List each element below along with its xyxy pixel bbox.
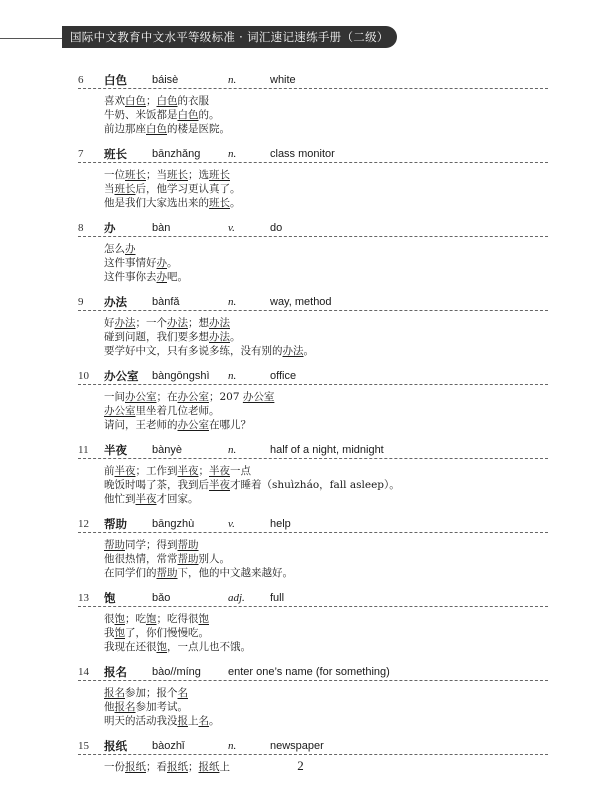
highlighted-word: 白色 [146,123,167,135]
highlighted-word: 办法 [282,345,304,357]
example-text: ；选 [188,169,209,181]
example-sentence [104,478,548,492]
highlighted-word: 办 [125,243,136,255]
part-of-speech: n. [228,444,237,456]
highlighted-word: 班长 [209,169,230,181]
example-sentence [104,552,548,566]
highlighted-word: 帮助 [104,539,125,551]
entry-number: 9 [78,296,84,308]
entry-headline [78,590,548,607]
example-text: 后，他学习更认真了。 [135,183,241,195]
part-of-speech: n. [228,148,237,160]
example-text: 了，你们慢慢吃。 [125,627,209,639]
entry-number: 8 [78,222,84,234]
highlighted-word: 饱 [114,613,125,625]
example-sentence [104,714,548,728]
example-text: 当 [104,183,115,195]
english-meaning: office [270,370,297,382]
highlighted-word: 报 [177,715,188,727]
example-text: 我现在还很 [104,641,157,653]
example-text: ，一点儿也不饿。 [167,641,251,653]
example-sentence [104,330,548,344]
english-meaning: half of a night, midnight [270,444,384,456]
pinyin: bāngzhù [152,518,195,530]
example-text: 。 [230,331,241,343]
english-meaning: help [270,518,291,530]
vocab-entry [78,294,548,358]
example-list [78,316,548,358]
vocab-entry [78,368,548,432]
example-text: 。 [303,345,314,357]
pinyin: báisè [152,74,179,86]
highlighted-word: 帮助 [177,553,199,565]
english-meaning: enter one’s name (for something) [228,666,390,678]
highlighted-word: 办法 [209,317,230,329]
example-sentence [104,242,548,256]
example-sentence [104,612,548,626]
entry-headline [78,738,548,755]
example-text: 别人。 [198,553,230,565]
entry-headline [78,516,548,533]
example-sentence [104,122,548,136]
example-text: 。 [209,715,220,727]
part-of-speech: v. [228,518,235,530]
pinyin: bànfǎ [152,296,180,308]
example-text: 要学好中文，只有多说多练，没有别的 [104,345,283,357]
example-text: 怎么 [104,243,125,255]
pinyin: bānzhǎng [152,148,201,160]
vocab-entry [78,72,548,136]
highlighted-word: 办 [156,257,167,269]
highlighted-word: 办公室 [104,405,136,417]
highlighted-word: 办公室 [177,419,209,431]
page-number: 2 [297,758,304,773]
highlighted-word: 办法 [167,317,188,329]
example-text: 好 [104,317,115,329]
entry-number: 15 [78,740,89,752]
headword: 帮助 [104,517,127,531]
highlighted-word: 半夜 [114,465,136,477]
example-text: ；一个 [135,317,167,329]
example-text: ； [146,95,157,107]
example-text: 才回家。 [156,493,199,505]
example-text: ； [188,761,199,773]
english-meaning: white [270,74,296,86]
highlighted-word: 白色 [177,109,199,121]
example-text: 请问，王老师的 [104,419,178,431]
highlighted-word: 报纸 [167,761,188,773]
entry-headline [78,72,548,89]
example-list [78,538,548,580]
highlighted-word: 办法 [209,331,230,343]
entry-number: 6 [78,74,84,86]
example-text: ； [198,465,209,477]
highlighted-word: 班长 [125,169,146,181]
example-list [78,168,548,210]
example-sentence [104,566,548,580]
example-sentence [104,316,548,330]
example-list [78,94,548,136]
highlighted-word: 名 [177,687,188,699]
headword: 饱 [104,591,116,605]
example-text: 一份 [104,761,125,773]
highlighted-word: 饱 [156,641,167,653]
example-text: 上 [188,715,199,727]
headword: 办公室 [104,369,139,383]
headword: 白色 [104,73,127,87]
highlighted-word: 饱 [146,613,157,625]
headword: 报名 [104,665,127,679]
pinyin: bàn [152,222,171,234]
example-text: 。 [167,257,178,269]
entry-headline [78,368,548,385]
english-meaning: way, method [270,296,332,308]
vocab-entry [78,664,548,728]
highlighted-word: 半夜 [209,479,230,491]
pinyin: bào//míng [152,666,201,678]
headword: 办法 [104,295,127,309]
example-text: 我 [104,627,115,639]
headword: 办 [104,221,116,235]
example-text: 同学；得到 [125,539,178,551]
highlighted-word: 办 [156,271,167,283]
highlighted-word: 报纸 [198,761,220,773]
example-sentence [104,256,548,270]
example-text: ；吃 [125,613,146,625]
part-of-speech: n. [228,370,237,382]
pinyin: bàozhǐ [152,740,185,752]
example-sentence [104,686,548,700]
example-sentence [104,196,548,210]
part-of-speech: adj. [228,592,245,604]
example-text: ；工作到 [135,465,178,477]
entry-headline [78,294,548,311]
example-sentence [104,464,548,478]
entry-headline [78,442,548,459]
example-sentence [104,270,548,284]
highlighted-word: 班长 [167,169,188,181]
example-text: 这件事情好 [104,257,157,269]
running-header: 国际中文教育中文水平等级标准 · 词汇速记速练手册（二级） [62,26,397,48]
highlighted-word: 办公室 [242,391,275,403]
entry-number: 11 [78,444,89,456]
highlighted-word: 报名 [114,701,136,713]
entry-number: 14 [78,666,89,678]
example-text: 他忙到 [104,493,136,505]
english-meaning: newspaper [270,740,324,752]
example-text: 下，他的中文越来越好。 [177,567,293,579]
example-text: 参加考试。 [135,701,188,713]
example-list [78,464,548,506]
example-text: 里坐着几位老师。 [135,405,220,417]
entry-number: 10 [78,370,89,382]
example-text: 喜欢 [104,95,125,107]
highlighted-word: 名 [198,715,209,727]
example-text: ；在 [156,391,178,403]
entry-number: 7 [78,148,84,160]
example-text: 他很热情，常常 [104,553,178,565]
example-text: 才睡着（shuìzháo，fall asleep）。 [230,479,400,491]
example-list [78,390,548,432]
part-of-speech: n. [228,74,237,86]
example-text: 碰到问题，我们要多想 [104,331,209,343]
example-text: 在同学们的 [104,567,157,579]
pinyin: bànyè [152,444,182,456]
example-text: ；看 [146,761,167,773]
example-text: 他是我们大家选出来的 [104,197,209,209]
example-text: 晚饭时喝了茶，我到后 [104,479,209,491]
vocab-entry [78,220,548,284]
highlighted-word: 报纸 [125,761,146,773]
highlighted-word: 办公室 [125,391,157,403]
highlighted-word: 班长 [209,197,230,209]
example-text: 吧。 [167,271,188,283]
example-text: 牛奶、米饭都是 [104,109,178,121]
part-of-speech: n. [228,740,237,752]
example-text: 上 [219,761,230,773]
vocab-entry [78,146,548,210]
pinyin: bàngōngshì [152,370,210,382]
highlighted-word: 饱 [114,627,125,639]
part-of-speech: n. [228,296,237,308]
example-text: 。 [230,197,241,209]
highlighted-word: 半夜 [135,493,157,505]
example-text: 的楼是医院。 [167,123,230,135]
highlighted-word: 白色 [125,95,146,107]
example-sentence [104,182,548,196]
example-text: ；吃得很 [156,613,199,625]
example-sentence [104,344,548,358]
example-text: 一点 [230,465,251,477]
entry-number: 13 [78,592,89,604]
entry-number: 12 [78,518,89,530]
example-text: ；想 [188,317,209,329]
example-text: 前边那座 [104,123,146,135]
highlighted-word: 白色 [156,95,178,107]
example-list [78,612,548,654]
example-text: 前 [104,465,115,477]
example-sentence [104,700,548,714]
pinyin: bǎo [152,592,171,604]
example-sentence [104,390,548,404]
example-text: ；当 [146,169,167,181]
example-sentence [104,418,548,432]
example-text: 参加；报个 [125,687,178,699]
example-sentence [104,538,548,552]
vocab-entry [78,442,548,506]
example-list [78,686,548,728]
entry-headline [78,664,548,681]
example-text: ；207 [209,391,243,403]
highlighted-word: 办法 [114,317,136,329]
entry-headline [78,146,548,163]
vocab-entry [78,590,548,654]
example-sentence [104,640,548,654]
highlighted-word: 饱 [198,613,209,625]
example-sentence [104,404,548,418]
vocabulary-list [78,72,548,784]
highlighted-word: 班长 [114,183,136,195]
headword: 半夜 [104,443,127,457]
example-sentence [104,94,548,108]
part-of-speech: v. [228,222,235,234]
example-sentence [104,626,548,640]
headword: 班长 [104,147,127,161]
highlighted-word: 帮助 [177,539,199,551]
highlighted-word: 报名 [104,687,125,699]
example-list [78,242,548,284]
example-text: 很 [104,613,115,625]
example-text: 的。 [198,109,220,121]
example-text: 在哪儿？ [209,419,251,431]
vocab-entry [78,516,548,580]
example-text: 的衣服 [177,95,209,107]
example-sentence [104,168,548,182]
highlighted-word: 帮助 [156,567,178,579]
example-text: 一间 [104,391,125,403]
example-sentence [104,492,548,506]
example-text: 这件事你去 [104,271,157,283]
example-sentence [104,108,548,122]
highlighted-word: 半夜 [209,465,230,477]
english-meaning: do [270,222,283,234]
highlighted-word: 办公室 [177,391,209,403]
example-text: 明天的活动我没 [104,715,178,727]
english-meaning: class monitor [270,148,335,160]
headword: 报纸 [104,739,127,753]
example-text: 他 [104,701,115,713]
english-meaning: full [270,592,285,604]
entry-headline [78,220,548,237]
highlighted-word: 半夜 [177,465,199,477]
example-text: 一位 [104,169,125,181]
